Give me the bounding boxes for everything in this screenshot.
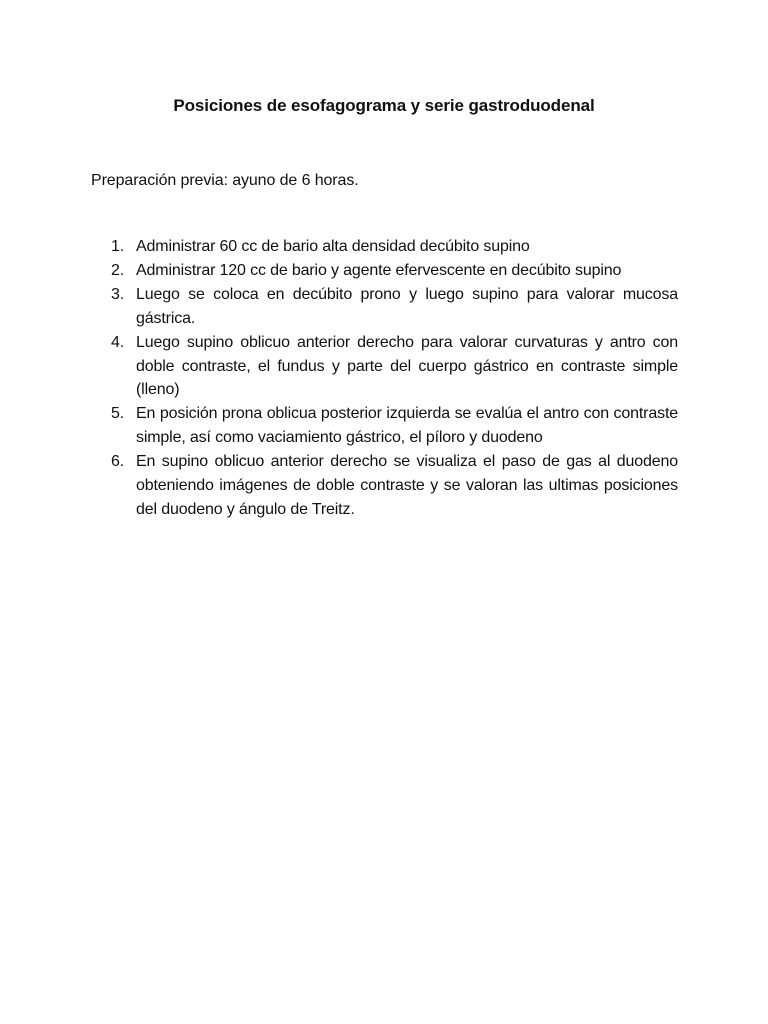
steps-list [91,235,678,522]
list-item [91,331,678,403]
list-item-number: 3. [111,285,125,303]
list-item-text: Luego supino oblicuo anterior derecho para valorar curvaturas y antro con doble contraste, el fundus y parte del cuerpo gástrico en contraste simple (lleno) [136,333,678,399]
list-item-text: En posición prona oblicua posterior izquierda se evalúa el antro con contraste simple, así como vaciamiento gástrico, el píloro y duodeno [136,405,678,447]
list-item [91,259,678,283]
list-item-text: Administrar 60 cc de bario alta densidad decúbito supino [136,238,530,255]
list-item-text: Administrar 120 cc de bario y agente efervescente en decúbito supino [136,261,622,279]
list-item-number: 6. [111,453,125,471]
preparation-note: Preparación previa: ayuno de 6 horas. [91,172,359,189]
list-item-number: 5. [111,405,125,423]
list-item [91,235,678,259]
document-title: Posiciones de esofagograma y serie gastroduodenal [173,96,595,115]
list-item [91,402,678,450]
list-item-number: 4. [111,333,125,351]
list-item-text: Luego se coloca en decúbito prono y luego supino para valorar mucosa gástrica. [136,285,678,327]
list-item [91,283,678,331]
list-item [91,450,678,522]
list-item-number: 1. [111,238,125,255]
list-item-number: 2. [111,261,125,279]
list-item-text: En supino oblicuo anterior derecho se visualiza el paso de gas al duodeno obteniendo imágenes de doble contraste y se valoran las ultimas posiciones del duodeno y ángulo de Treitz. [136,453,678,518]
